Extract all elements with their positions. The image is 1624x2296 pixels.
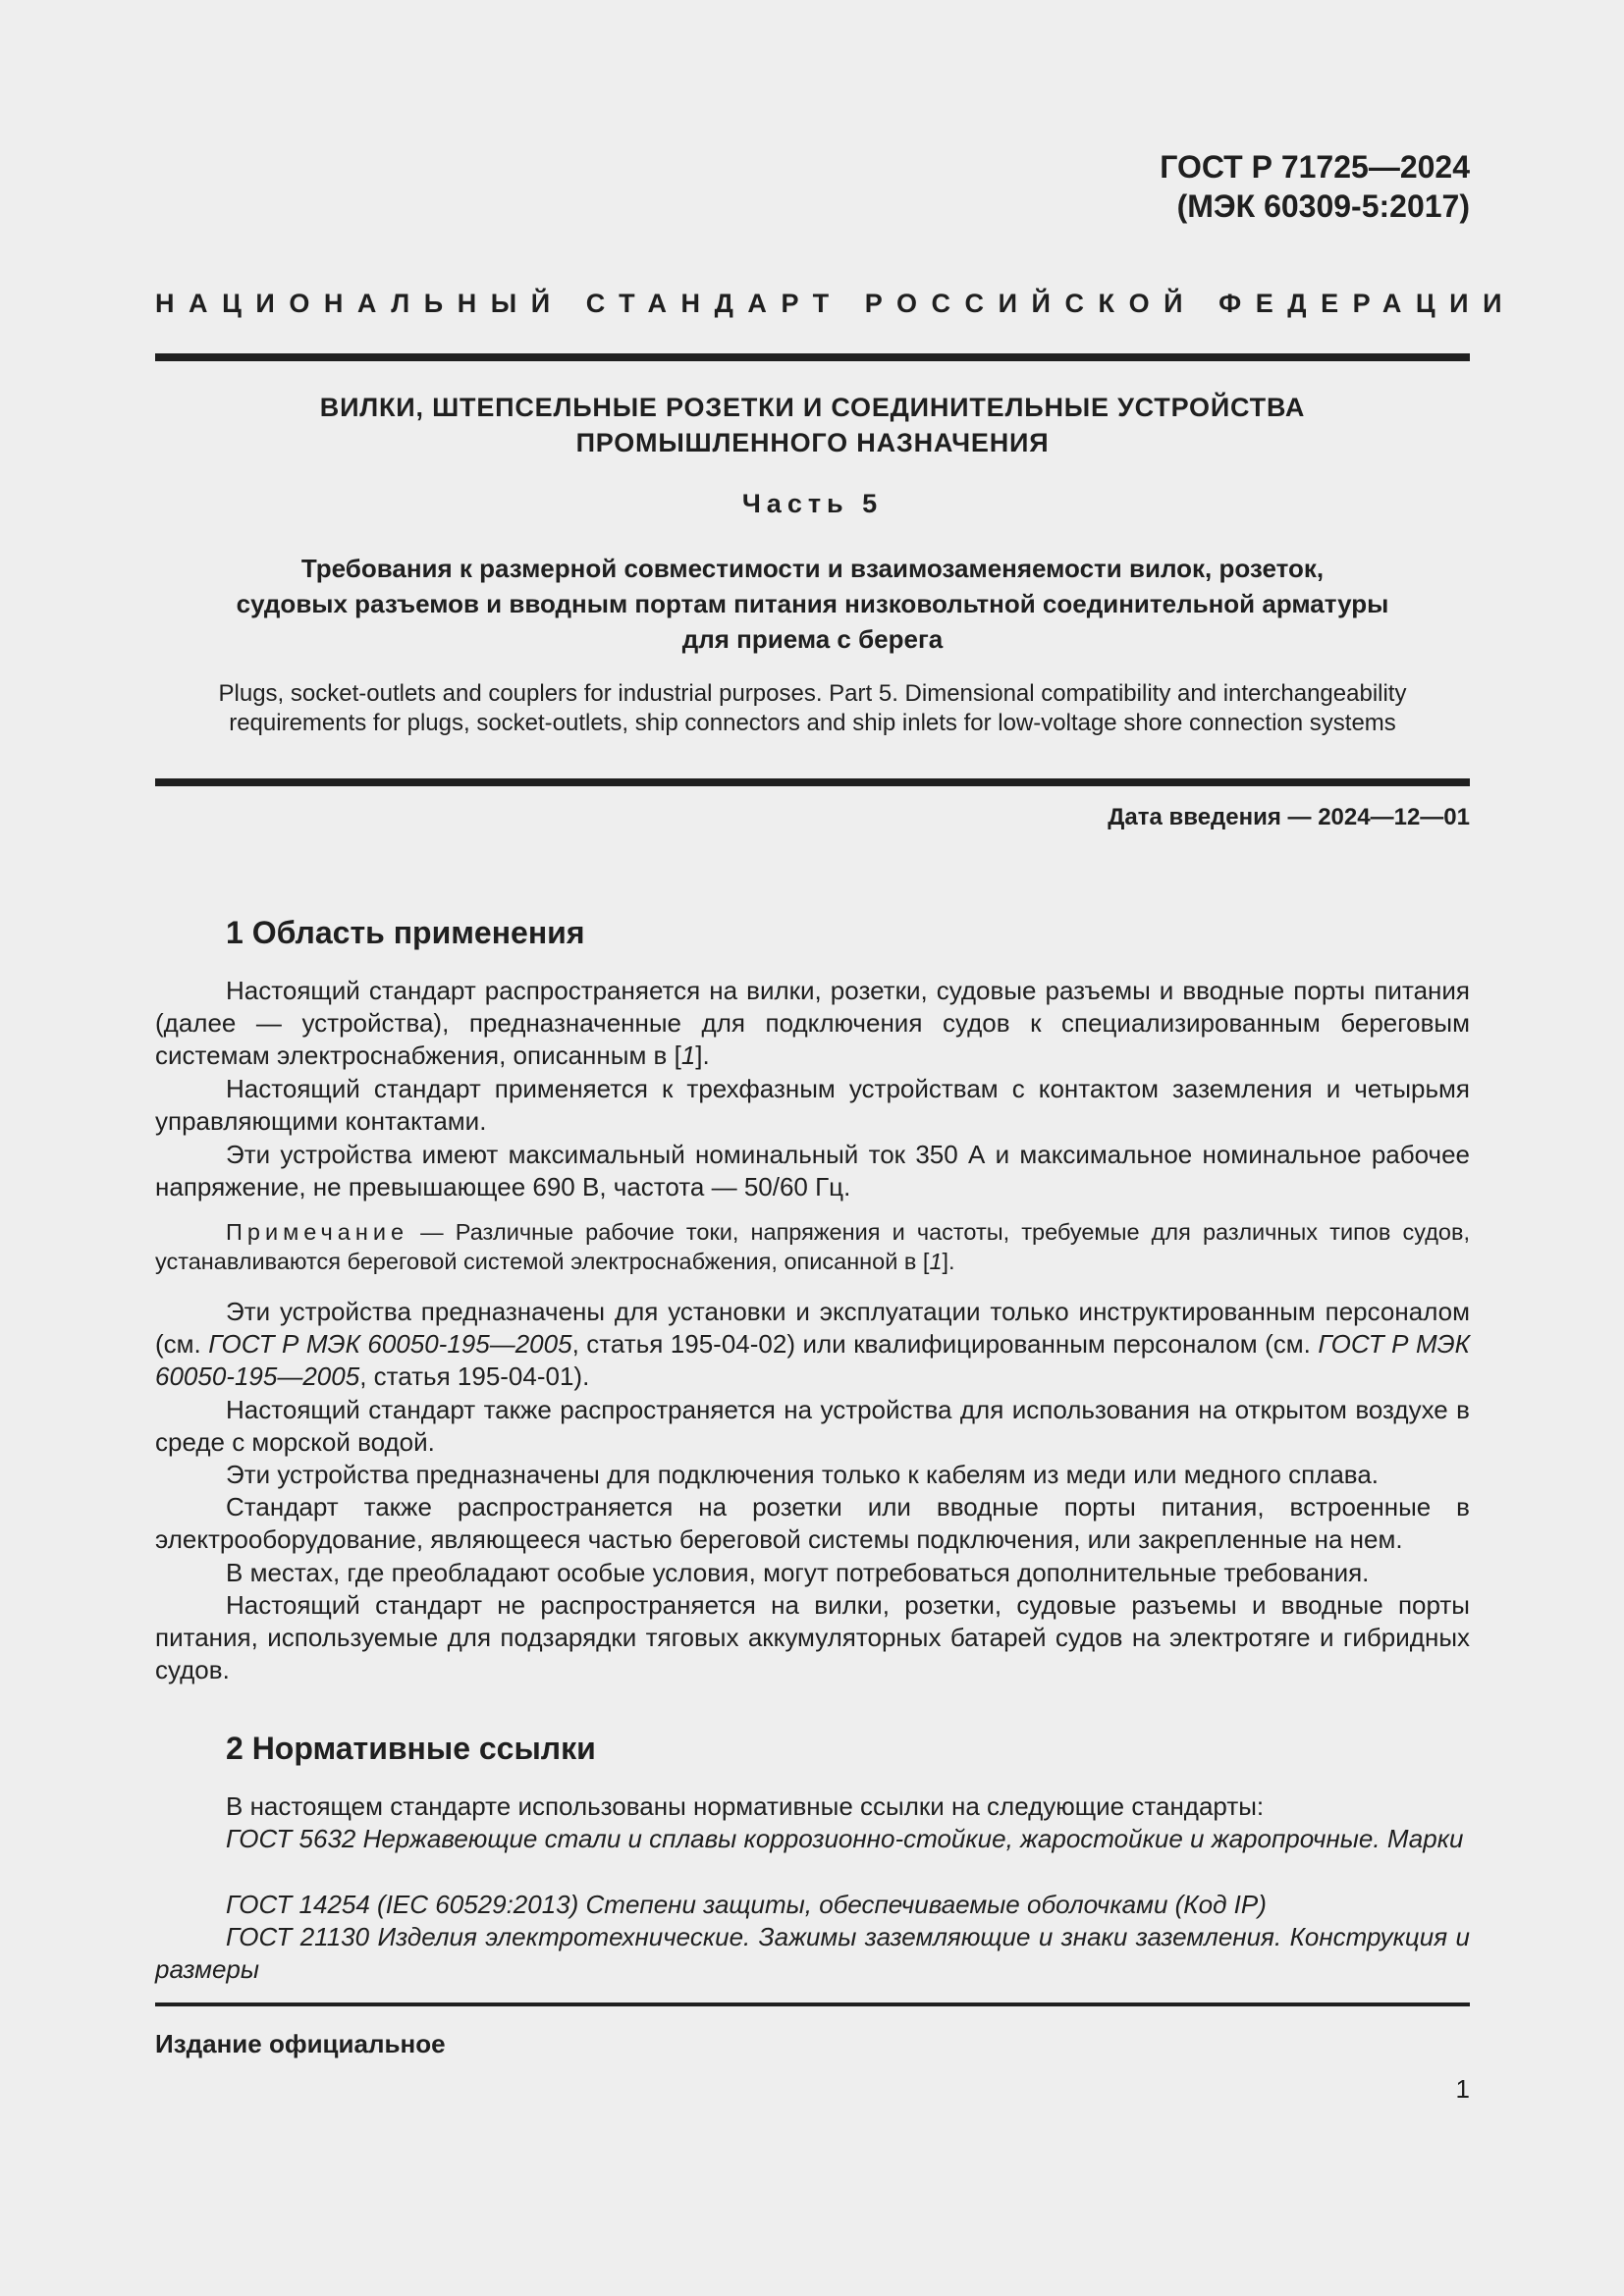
note-label: Примечание — [226, 1219, 409, 1245]
section-2-heading: 2 Нормативные ссылки — [226, 1731, 596, 1766]
scope-paragraph-6: Эти устройства предназначены для подключения только к кабелям из меди или медного сплава. — [226, 1460, 1379, 1489]
top-divider — [155, 353, 1470, 361]
document-subtitle — [155, 551, 1470, 657]
english-title-line-1: Plugs, socket-outlets and couplers for industrial purposes. Part 5. Dimensional compatibility and interchangeability — [218, 680, 1407, 707]
document-number-block — [155, 147, 1470, 226]
standard-ref-2: ГОСТ Р МЭК 60050-195—2005 — [155, 1329, 1470, 1391]
english-title-line-2: requirements for plugs, socket-outlets, ship connectors and ship inlets for low-voltage shore connection systems — [229, 710, 1396, 736]
standard-ref-1: ГОСТ Р МЭК 60050-195—2005 — [208, 1329, 572, 1359]
note-bibliography-ref: 1 — [929, 1249, 943, 1274]
references-intro: В настоящем стандарте использованы нормативные ссылки на следующие стандарты: — [226, 1791, 1265, 1821]
scope-paragraph-9: Настоящий стандарт не распространяется на вилки, розетки, судовые разъемы и вводные порты питания, используемые для подзарядки тяговых аккумуляторных батарей судов на электротяге и гибридных судов. — [155, 1590, 1470, 1684]
document-title — [155, 390, 1470, 460]
introduction-date: Дата введения — 2024—12—01 — [1108, 804, 1470, 830]
official-edition-label: Издание официальное — [155, 2029, 446, 2058]
page-number: 1 — [1455, 2074, 1470, 2104]
bibliography-ref: 1 — [680, 1041, 696, 1070]
scope-paragraph-4: Эти устройства предназначены для установки и эксплуатации только инструктированным персоналом (см. ГОСТ Р МЭК 60050-195—2005, статья 195-04-02) или квалифицированным персоналом (см. ГОСТ Р МЭК 60050-195—2005, статья 195-04-01). — [155, 1297, 1470, 1391]
footer-divider — [155, 2002, 1470, 2006]
iec-number: (МЭК 60309-5:2017) — [1176, 188, 1470, 224]
subtitle-line-1: Требования к размерной совместимости и взаимозаменяемости вилок, розеток, — [300, 554, 1325, 583]
national-standard-banner: НАЦИОНАЛЬНЫЙ СТАНДАРТ РОССИЙСКОЙ ФЕДЕРАЦИИ — [155, 289, 1517, 318]
scope-paragraph-2: Настоящий стандарт применяется к трехфазным устройствам с контактом заземления и четырьмя управляющими контактами. — [155, 1074, 1470, 1136]
subtitle-line-3: для приема с берега — [681, 624, 944, 654]
subtitle-line-2: судовых разъемов и вводным портам питания низковольтной соединительной арматуры — [236, 589, 1389, 618]
section-1-heading: 1 Область применения — [226, 915, 585, 950]
title-line-2: ПРОМЫШЛЕННОГО НАЗНАЧЕНИЯ — [575, 428, 1050, 457]
part-label: Часть 5 — [741, 489, 884, 518]
gost-number: ГОСТ Р 71725—2024 — [1160, 149, 1470, 185]
scope-paragraph-7: Стандарт также распространяется на розетки или вводные порты питания, встроенные в электрооборудование, являющееся частью береговой системы подключения, или закрепленные на нем. — [155, 1492, 1470, 1554]
normative-ref-gost-21130: ГОСТ 21130 Изделия электротехнические. Зажимы заземляющие и знаки заземления. Конструкция и размеры — [155, 1922, 1470, 1984]
title-line-1: ВИЛКИ, ШТЕПСЕЛЬНЫЕ РОЗЕТКИ И СОЕДИНИТЕЛЬНЫЕ УСТРОЙСТВА — [319, 393, 1306, 422]
normative-ref-gost-5632: ГОСТ 5632 Нержавеющие стали и сплавы коррозионно-стойкие, жаростойкие и жаропрочные. Марки — [226, 1824, 1464, 1853]
scope-paragraph-5: Настоящий стандарт также распространяется на устройства для использования на открытом воздухе в среде с морской водой. — [155, 1395, 1470, 1457]
scope-paragraph-1: Настоящий стандарт распространяется на вилки, розетки, судовые разъемы и вводные порты питания (далее — устройства), предназначенные для подключения судов к специализированным береговым системам электроснабжения, описанным в [1]. — [155, 976, 1470, 1070]
normative-ref-gost-14254: ГОСТ 14254 (IEC 60529:2013) Степени защиты, обеспечиваемые оболочками (Код IP) — [226, 1890, 1267, 1919]
title-divider — [155, 778, 1470, 786]
scope-paragraph-3: Эти устройства имеют максимальный номинальный ток 350 А и максимальное номинальное рабочее напряжение, не превышающее 690 В, частота — 50/60 Гц. — [155, 1140, 1470, 1201]
scope-note: Примечание — Различные рабочие токи, напряжения и частоты, требуемые для различных типов судов, устанавливаются береговой системой электроснабжения, описанной в [1]. — [155, 1219, 1470, 1274]
english-title — [155, 679, 1470, 738]
scope-paragraph-8: В местах, где преобладают особые условия, могут потребоваться дополнительные требования. — [226, 1558, 1370, 1587]
